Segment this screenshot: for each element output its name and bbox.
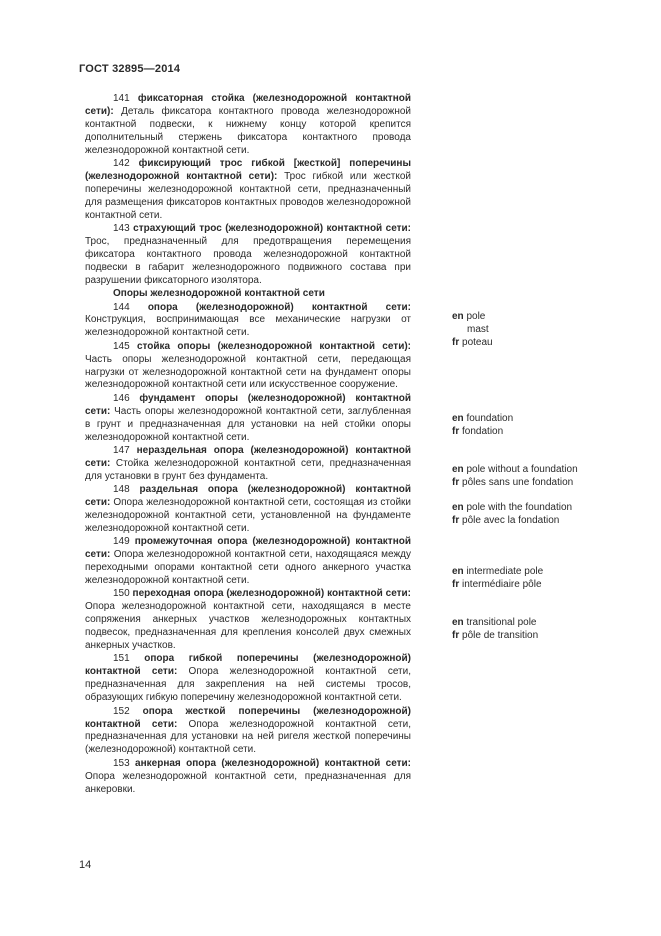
equivalent-en: pole without a foundation: [466, 464, 578, 475]
term-title: страхующий трос (железнодорожной) контактной сети:: [133, 223, 412, 235]
lang-fr-label: fr: [452, 425, 460, 437]
equivalent-en: pole with the foundation: [466, 502, 573, 513]
lang-fr-label: fr: [452, 629, 460, 641]
term-number: 141: [113, 93, 130, 104]
term-title: фиксирующий трос гибкой [жесткой] поперечины (железнодорожной контактной сети):: [85, 158, 411, 182]
term-number: 142: [113, 158, 130, 170]
term-title: нераздельная опора (железнодорожной) контактной сети:: [85, 444, 411, 469]
term-147: [85, 445, 411, 484]
lang-en-label: en: [452, 464, 464, 475]
page-number: 14: [79, 859, 92, 871]
term-144: [85, 302, 411, 341]
equivalents-148: [452, 502, 642, 528]
term-title: опора (железнодорожной) контактной сети:: [147, 301, 412, 313]
term-number: 150: [113, 588, 130, 600]
equivalent-fr: intermédiaire pôle: [462, 578, 542, 590]
term-number: 152: [113, 705, 130, 717]
lang-en-label: en: [452, 566, 464, 577]
lang-fr-label: fr: [452, 476, 460, 488]
term-title: стойка опоры (железнодорожной контактной сети):: [136, 340, 412, 352]
lang-fr-label: fr: [452, 578, 460, 590]
term-148: [85, 484, 411, 536]
term-definition: Опора железнодорожной контактной сети, состоящая из стойки железнодорожной контактной сети, установленной на фундаменте железнодорожной контактной сети.: [85, 497, 411, 534]
term-141: [85, 93, 411, 158]
term-definition: Трос гибкой или жесткой поперечины железнодорожной контактной сети, предназначенный для размещения фиксаторов контактных проводов железнодорожной контактной сети.: [85, 170, 412, 221]
term-number: 151: [113, 653, 130, 665]
equivalents-147: [452, 464, 642, 490]
lang-en-label: en: [452, 311, 464, 322]
term-152: [85, 706, 411, 758]
document-header: ГОСТ 32895—2014: [79, 63, 181, 75]
term-number: 147: [113, 444, 130, 456]
term-153: [85, 758, 411, 797]
term-150: [85, 588, 411, 653]
term-143: [85, 223, 411, 288]
equivalent-en: transitional pole: [466, 617, 537, 628]
term-number: 146: [113, 392, 130, 404]
term-145: [85, 341, 411, 393]
term-146: [85, 393, 411, 445]
term-number: 143: [113, 223, 130, 235]
equivalent-fr: pôle de transition: [462, 629, 539, 641]
term-title: фиксаторная стойка (железнодорожной контактной сети):: [85, 93, 411, 117]
term-definition: Часть опоры железнодорожной контактной сети, передающая нагрузки от железнодорожной контактной сети на фундамент опоры железнодорожной контактной сети или искусственное сооружение.: [85, 353, 411, 391]
term-title: опора жесткой поперечины (железнодорожной) контактной сети:: [85, 705, 412, 730]
term-definition: Часть опоры железнодорожной контактной сети, заглубленная в грунт и предназначенная для установки на ней стойки опоры железнодорожной контактной сети.: [85, 405, 411, 443]
terms-column: [85, 93, 411, 797]
term-title: анкерная опора (железнодорожной) контактной сети:: [135, 757, 411, 769]
term-title: раздельная опора (железнодорожной) контактной сети:: [85, 484, 411, 509]
term-title: опора гибкой поперечины (железнодорожной) контактной сети:: [85, 653, 411, 678]
section-title: Опоры железнодорожной контактной сети: [113, 288, 325, 300]
term-number: 148: [113, 484, 130, 496]
equivalent-en: foundation: [466, 413, 514, 424]
equivalents-146: [452, 413, 642, 439]
lang-en-label: en: [452, 413, 464, 424]
equivalent-en: pole: [466, 311, 486, 322]
term-definition: Деталь фиксатора контактного провода железнодорожной контактной подвески, к нижнему концу которой крепится дополнительный стержень фиксатора контактного провода железнодорожной контактной сети.: [85, 105, 412, 156]
term-definition: Опора железнодорожной контактной сети, предназначенная для установки на ней ригеля жесткой поперечины (железнодорожной) контактной сети.: [85, 718, 411, 756]
term-title: фундамент опоры (железнодорожной) контактной сети:: [85, 392, 412, 417]
equivalents-144: [452, 311, 642, 350]
term-definition: Трос, предназначенный для предотвращения перемещения фиксатора контактного провода железнодорожной контактной подвески в габарит железнодорожного подвижного состава при разрушении фиксаторного изолятора.: [85, 235, 411, 286]
term-number: 153: [113, 757, 130, 769]
term-number: 145: [113, 340, 130, 352]
term-151: [85, 653, 411, 705]
term-142: [85, 158, 411, 223]
term-149: [85, 536, 411, 588]
term-definition: Стойка железнодорожной контактной сети, предназначенная для установки в грунт без фундамента.: [85, 457, 412, 482]
lang-fr-label: fr: [452, 336, 460, 348]
equivalent-fr: poteau: [462, 336, 493, 348]
equivalent-fr: fondation: [462, 425, 504, 437]
lang-en-label: en: [452, 502, 464, 513]
equivalent-fr: pôle avec la fondation: [462, 514, 560, 526]
equivalent-en: intermediate pole: [466, 566, 544, 577]
term-title: промежуточная опора (железнодорожной) контактной сети:: [85, 536, 411, 561]
term-title: переходная опора (железнодорожной) контактной сети:: [132, 588, 411, 600]
term-number: 144: [113, 301, 130, 313]
equivalent-fr: pôles sans une fondation: [462, 476, 574, 488]
term-definition: Опора железнодорожной контактной сети, предназначенная для закрепления на ней системы тросов, образующих гибкую поперечину железнодорожной контактной сети.: [85, 666, 411, 704]
term-definition: Опора железнодорожной контактной сети, находящаяся между переходными опорами контактной сети одного анкерного участка железнодорожной контактной сети.: [85, 549, 412, 587]
term-definition: Конструкция, воспринимающая все механические нагрузки от железнодорожной контактной сети.: [85, 314, 411, 339]
term-definition: Опора железнодорожной контактной сети, предназначенная для анкеровки.: [85, 770, 411, 795]
equivalent-en-alt: mast: [467, 323, 489, 335]
term-number: 149: [113, 536, 130, 548]
term-definition: Опора железнодорожной контактной сети, находящаяся в месте сопряжения анкерных участков железнодорожных контактных подвесок, предназначенная для крепления консолей двух смежных анкерных участков.: [85, 601, 411, 652]
lang-fr-label: fr: [452, 514, 460, 526]
lang-en-label: en: [452, 617, 464, 628]
equivalents-150: [452, 617, 642, 643]
equivalents-149: [452, 566, 642, 592]
